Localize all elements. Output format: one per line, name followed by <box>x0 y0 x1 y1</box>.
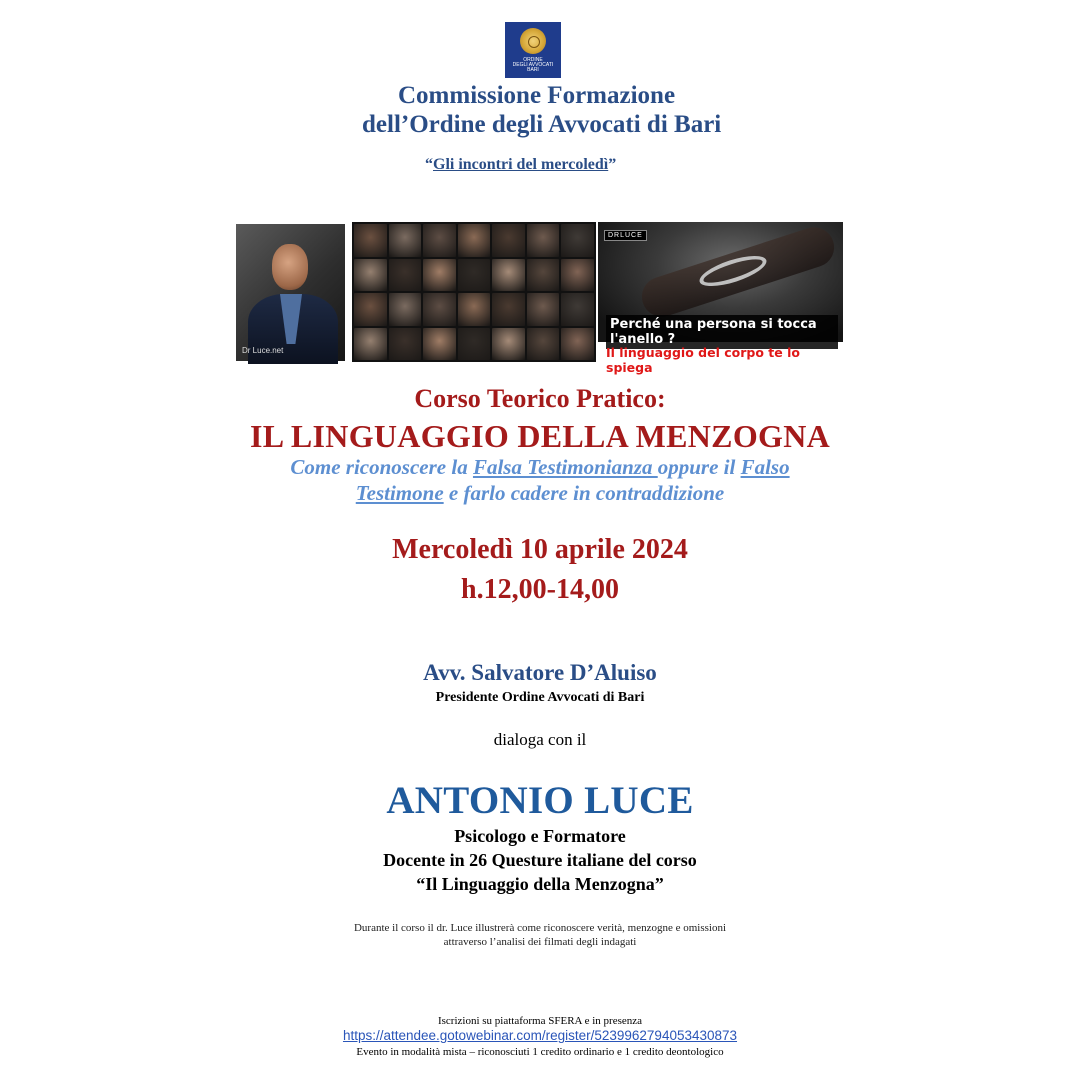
speaker-role3: “Il Linguaggio della Menzogna” <box>416 874 664 894</box>
portrait-tile <box>389 259 422 292</box>
logo-text-line1: ORDINE <box>523 57 543 63</box>
portrait-tile <box>527 328 560 361</box>
iscrizioni-text: Iscrizioni su piattaforma SFERA e in presenza <box>437 1015 643 1027</box>
portrait-tile <box>527 293 560 326</box>
speaker-role1: Psicologo e Formatore <box>454 826 626 846</box>
portrait-tile <box>354 293 387 326</box>
course-subtitle-line2: Testimone e farlo cadere in contraddizione <box>355 481 725 505</box>
description-line2: attraverso l’analisi dei filmati degli indagati <box>443 936 637 948</box>
portrait-tile <box>458 224 491 257</box>
portrait-tile <box>492 224 525 257</box>
dialoga-text: dialoga con il <box>493 730 587 749</box>
portrait-tile <box>423 328 456 361</box>
ring-gesture-image <box>598 222 843 375</box>
course-label: Corso Teorico Pratico: <box>414 384 666 413</box>
ring-question: Perché una persona si tocca l'anello ? <box>606 315 838 349</box>
portrait-tile <box>561 328 594 361</box>
logo-text-line3: BARI <box>527 67 539 73</box>
portrait-tile <box>354 259 387 292</box>
portrait-tile <box>389 293 422 326</box>
drluce-tag: DRLUCE <box>604 230 647 241</box>
incontri-subtitle: “Gli incontri del mercoledì” <box>425 156 617 173</box>
ordine-avvocati-logo <box>505 22 561 78</box>
header-line2: dell’Ordine degli Avvocati di Bari <box>362 111 722 138</box>
portrait-tile <box>423 259 456 292</box>
course-subtitle-line1: Come riconoscere la Falsa Testimonianza oppure il Falso <box>290 455 790 479</box>
portrait-tile <box>389 328 422 361</box>
portrait-tile <box>354 328 387 361</box>
seal-icon <box>520 28 546 54</box>
evento-text: Evento in modalità mista – riconosciuti 1 credito ordinario e 1 credito deontologico <box>356 1046 724 1058</box>
host-name: Avv. Salvatore D’Aluiso <box>423 660 657 685</box>
portrait-tile <box>458 328 491 361</box>
portrait-tile <box>527 224 560 257</box>
logo-text-line2: DEGLI AVVOCATI <box>512 62 554 68</box>
header-line1: Commissione Formazione <box>398 82 676 109</box>
portrait-tile <box>492 259 525 292</box>
portrait-tile <box>561 259 594 292</box>
portrait-tile <box>389 224 422 257</box>
photo-caption: Dr Luce.net <box>242 346 284 355</box>
description-line1: Durante il corso il dr. Luce illustrerà come riconoscere verità, menzogne e omissioni <box>353 922 727 934</box>
event-time: h.12,00-14,00 <box>461 574 619 605</box>
portrait-tile <box>458 259 491 292</box>
course-title: IL LINGUAGGIO DELLA MENZOGNA <box>249 418 831 454</box>
speaker-role2: Docente in 26 Questure italiane del corso <box>383 850 697 870</box>
portrait-tile <box>354 224 387 257</box>
speaker-photo <box>236 224 345 361</box>
portrait-tile <box>423 293 456 326</box>
portrait-tile <box>561 224 594 257</box>
event-date: Mercoledì 10 aprile 2024 <box>392 534 688 565</box>
portrait-tile <box>423 224 456 257</box>
portrait-tile <box>492 293 525 326</box>
host-role: Presidente Ordine Avvocati di Bari <box>435 690 645 705</box>
speaker-name: ANTONIO LUCE <box>386 779 694 822</box>
portrait-tile <box>527 259 560 292</box>
portrait-tile <box>561 293 594 326</box>
ring-answer: Il linguaggio del corpo te lo spiega <box>606 345 800 375</box>
portraits-collage <box>352 222 596 362</box>
registration-link[interactable]: https://attendee.gotowebinar.com/register/5239962794053430873 <box>342 1028 738 1043</box>
portrait-tile <box>492 328 525 361</box>
portrait-tile <box>458 293 491 326</box>
